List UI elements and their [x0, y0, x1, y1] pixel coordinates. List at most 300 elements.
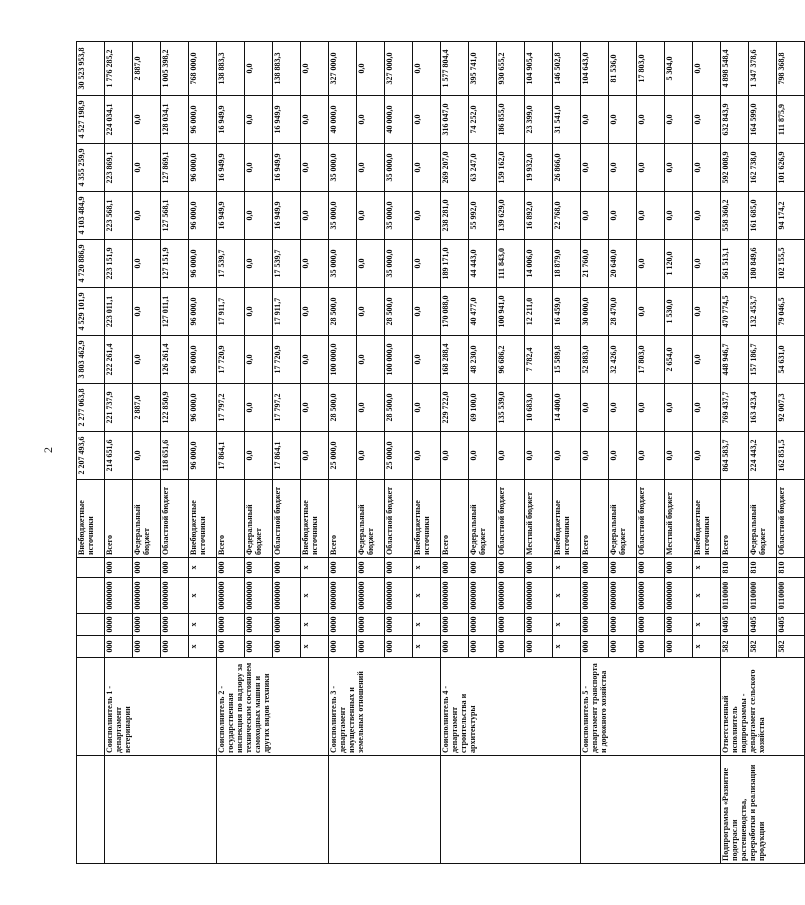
page-number: 2	[41, 447, 55, 453]
value-cell: 31 541,0	[553, 96, 581, 144]
value-cell: 48 230,0	[469, 336, 497, 384]
expense-type-cell	[77, 558, 105, 578]
value-cell: 3 803 462,9	[77, 336, 105, 384]
value-cell: 0,0	[553, 432, 581, 480]
value-cell: 17 803,0	[637, 336, 665, 384]
value-cell: 17 539,7	[273, 240, 301, 288]
value-cell: 0,0	[357, 336, 385, 384]
value-cell: 0,0	[665, 384, 693, 432]
target-code-cell: 0110000	[777, 578, 805, 614]
target-code-cell: 0000000	[441, 578, 469, 614]
grbs-code-cell: x	[189, 636, 217, 658]
value-cell: 161 685,0	[749, 192, 777, 240]
section-code-cell: 0000	[525, 614, 553, 636]
value-cell: 0,0	[133, 336, 161, 384]
value-cell: 0,0	[413, 336, 441, 384]
target-code-cell: 0110000	[749, 578, 777, 614]
target-code-cell: x	[301, 578, 329, 614]
value-cell: 30 000,0	[581, 288, 609, 336]
funding-source-cell: Местный бюджет	[525, 480, 553, 558]
value-cell: 0,0	[581, 384, 609, 432]
value-cell: 0,0	[609, 144, 637, 192]
value-cell: 180 849,6	[749, 240, 777, 288]
value-cell: 189 171,0	[441, 240, 469, 288]
value-cell: 223 869,1	[105, 144, 133, 192]
value-cell: 18 879,0	[553, 240, 581, 288]
value-cell: 222 261,4	[105, 336, 133, 384]
budget-table	[76, 41, 805, 864]
value-cell: 798 368,8	[777, 42, 805, 96]
value-cell: 25 000,0	[329, 432, 357, 480]
value-cell: 16 459,0	[553, 288, 581, 336]
expense-type-cell: x	[413, 558, 441, 578]
target-code-cell: 0000000	[357, 578, 385, 614]
grbs-code-cell: 000	[273, 636, 301, 658]
value-cell: 0,0	[301, 336, 329, 384]
target-code-cell: x	[413, 578, 441, 614]
value-cell: 0,0	[609, 96, 637, 144]
section-code-cell: 0405	[749, 614, 777, 636]
program-name-cell	[441, 756, 581, 864]
grbs-code-cell: x	[553, 636, 581, 658]
executor-cell: Ответственный исполнитель подпрограммы - департамент сельского хозяйства	[721, 658, 805, 756]
value-cell: 44 443,0	[469, 240, 497, 288]
target-code-cell: x	[553, 578, 581, 614]
target-code-cell: x	[693, 578, 721, 614]
grbs-code-cell: 582	[777, 636, 805, 658]
value-cell: 10 683,0	[525, 384, 553, 432]
value-cell: 94 174,2	[777, 192, 805, 240]
value-cell: 96 000,0	[189, 432, 217, 480]
value-cell: 15 589,8	[553, 336, 581, 384]
value-cell: 0,0	[693, 336, 721, 384]
funding-source-cell: Внебюджетные источники	[693, 480, 721, 558]
funding-source-cell: Областной бюджет	[777, 480, 805, 558]
value-cell: 4 898 548,4	[721, 42, 749, 96]
value-cell: 79 046,5	[777, 288, 805, 336]
program-name-cell	[581, 756, 721, 864]
value-cell: 63 247,0	[469, 144, 497, 192]
value-cell: 17 803,0	[637, 42, 665, 96]
section-code-cell: x	[189, 614, 217, 636]
value-cell: 0,0	[693, 144, 721, 192]
value-cell: 1 776 285,2	[105, 42, 133, 96]
grbs-code-cell: x	[413, 636, 441, 658]
value-cell: 0,0	[693, 240, 721, 288]
grbs-code-cell: 000	[525, 636, 553, 658]
funding-source-cell: Всего	[581, 480, 609, 558]
value-cell: 52 883,0	[581, 336, 609, 384]
target-code-cell: 0000000	[105, 578, 133, 614]
table-row	[581, 42, 609, 864]
value-cell: 0,0	[525, 432, 553, 480]
table-body	[77, 42, 805, 864]
value-cell: 0,0	[301, 192, 329, 240]
expense-type-cell: 000	[525, 558, 553, 578]
value-cell: 128 034,1	[161, 96, 189, 144]
value-cell: 0,0	[609, 432, 637, 480]
value-cell: 0,0	[357, 384, 385, 432]
funding-source-cell: Всего	[441, 480, 469, 558]
section-code-cell: 0000	[665, 614, 693, 636]
value-cell: 100 000,0	[385, 336, 413, 384]
value-cell: 25 000,0	[385, 432, 413, 480]
value-cell: 35 000,0	[329, 144, 357, 192]
value-cell: 17 797,2	[273, 384, 301, 432]
value-cell: 186 855,0	[497, 96, 525, 144]
value-cell: 1 530,0	[665, 288, 693, 336]
expense-type-cell: 000	[385, 558, 413, 578]
value-cell: 118 651,6	[161, 432, 189, 480]
value-cell: 0,0	[581, 96, 609, 144]
value-cell: 102 155,5	[777, 240, 805, 288]
value-cell: 170 088,0	[441, 288, 469, 336]
grbs-code-cell: 000	[385, 636, 413, 658]
target-code-cell: 0110000	[721, 578, 749, 614]
funding-source-cell: Всего	[105, 480, 133, 558]
funding-source-cell: Областной бюджет	[161, 480, 189, 558]
value-cell: 127 869,1	[161, 144, 189, 192]
value-cell: 0,0	[357, 432, 385, 480]
value-cell: 316 047,0	[441, 96, 469, 144]
value-cell: 0,0	[581, 144, 609, 192]
value-cell: 138 883,3	[217, 42, 245, 96]
value-cell: 0,0	[609, 384, 637, 432]
funding-source-cell: Областной бюджет	[273, 480, 301, 558]
value-cell: 17 720,9	[217, 336, 245, 384]
value-cell: 28 470,0	[609, 288, 637, 336]
value-cell: 0,0	[357, 144, 385, 192]
section-code-cell: 0000	[441, 614, 469, 636]
value-cell: 127 011,1	[161, 288, 189, 336]
grbs-code-cell: 000	[329, 636, 357, 658]
value-cell: 0,0	[693, 288, 721, 336]
section-code-cell: 0000	[217, 614, 245, 636]
value-cell: 0,0	[637, 144, 665, 192]
value-cell: 0,0	[245, 288, 273, 336]
value-cell: 157 186,7	[749, 336, 777, 384]
value-cell: 96 000,0	[189, 288, 217, 336]
value-cell: 28 500,0	[329, 384, 357, 432]
value-cell: 0,0	[245, 240, 273, 288]
section-code-cell: 0000	[609, 614, 637, 636]
value-cell: 96 000,0	[189, 384, 217, 432]
table-row	[329, 42, 357, 864]
value-cell: 561 513,1	[721, 240, 749, 288]
value-cell: 223 568,1	[105, 192, 133, 240]
value-cell: 327 000,0	[385, 42, 413, 96]
value-cell: 0,0	[245, 432, 273, 480]
grbs-code-cell: x	[301, 636, 329, 658]
expense-type-cell: 000	[245, 558, 273, 578]
value-cell: 4 355 259,9	[77, 144, 105, 192]
value-cell: 159 162,0	[497, 144, 525, 192]
funding-source-cell: Внебюджетные источники	[189, 480, 217, 558]
funding-source-cell: Внебюджетные источники	[301, 480, 329, 558]
value-cell: 81 536,0	[609, 42, 637, 96]
expense-type-cell: 000	[329, 558, 357, 578]
value-cell: 55 992,0	[469, 192, 497, 240]
program-name-cell	[105, 756, 217, 864]
value-cell: 16 949,9	[273, 96, 301, 144]
value-cell: 0,0	[357, 192, 385, 240]
value-cell: 0,0	[245, 384, 273, 432]
value-cell: 0,0	[133, 192, 161, 240]
value-cell: 16 949,9	[273, 144, 301, 192]
funding-source-cell: Местный бюджет	[665, 480, 693, 558]
value-cell: 0,0	[441, 432, 469, 480]
value-cell: 632 843,9	[721, 96, 749, 144]
value-cell: 0,0	[665, 432, 693, 480]
value-cell: 2 277 063,8	[77, 384, 105, 432]
grbs-code-cell: 000	[665, 636, 693, 658]
funding-source-cell: Федеральный бюджет	[469, 480, 497, 558]
value-cell: 0,0	[609, 192, 637, 240]
value-cell: 17 539,7	[217, 240, 245, 288]
value-cell: 0,0	[301, 432, 329, 480]
target-code-cell: 0000000	[385, 578, 413, 614]
value-cell: 0,0	[301, 384, 329, 432]
value-cell: 17 911,7	[273, 288, 301, 336]
expense-type-cell: 000	[469, 558, 497, 578]
funding-source-cell: Федеральный бюджет	[245, 480, 273, 558]
funding-source-cell: Всего	[721, 480, 749, 558]
value-cell: 96 000,0	[189, 144, 217, 192]
value-cell: 28 500,0	[385, 384, 413, 432]
funding-source-cell: Федеральный бюджет	[749, 480, 777, 558]
value-cell: 558 360,2	[721, 192, 749, 240]
value-cell: 0,0	[637, 192, 665, 240]
value-cell: 164 599,0	[749, 96, 777, 144]
value-cell: 111 875,9	[777, 96, 805, 144]
value-cell: 0,0	[581, 432, 609, 480]
target-code-cell: 0000000	[497, 578, 525, 614]
value-cell: 0,0	[301, 42, 329, 96]
program-name-cell: Подпрограмма «Развитие подотрасли растениеводства, переработки и реализации продукции	[721, 756, 805, 864]
value-cell: 17 720,9	[273, 336, 301, 384]
section-code-cell: 0000	[385, 614, 413, 636]
value-cell: 0,0	[637, 288, 665, 336]
value-cell: 20 640,0	[609, 240, 637, 288]
executor-cell: Соисполнитель 2 - государственная инспекция по надзору за техническим состоянием самоходных машин и других видов техники	[217, 658, 329, 756]
grbs-code-cell	[77, 636, 105, 658]
value-cell: 0,0	[665, 144, 693, 192]
value-cell: 16 892,0	[525, 192, 553, 240]
value-cell: 138 883,3	[273, 42, 301, 96]
value-cell: 0,0	[637, 240, 665, 288]
value-cell: 40 000,0	[329, 96, 357, 144]
section-code-cell: x	[413, 614, 441, 636]
value-cell: 0,0	[357, 96, 385, 144]
expense-type-cell: 000	[441, 558, 469, 578]
value-cell: 19 932,0	[525, 144, 553, 192]
value-cell: 100 941,0	[497, 288, 525, 336]
value-cell: 395 741,0	[469, 42, 497, 96]
value-cell: 14 006,0	[525, 240, 553, 288]
value-cell: 104 905,4	[525, 42, 553, 96]
value-cell: 0,0	[133, 144, 161, 192]
value-cell: 0,0	[693, 384, 721, 432]
value-cell: 0,0	[693, 432, 721, 480]
section-code-cell: 0405	[777, 614, 805, 636]
value-cell: 135 539,0	[497, 384, 525, 432]
funding-source-cell: Федеральный бюджет	[357, 480, 385, 558]
value-cell: 0,0	[245, 96, 273, 144]
value-cell: 28 500,0	[329, 288, 357, 336]
section-code-cell: 0405	[721, 614, 749, 636]
funding-source-cell: Внебюджетные источники	[413, 480, 441, 558]
value-cell: 4 720 886,9	[77, 240, 105, 288]
executor-cell: Соисполнитель 1 - департамент ветеринарии	[105, 658, 217, 756]
expense-type-cell: x	[301, 558, 329, 578]
value-cell: 35 000,0	[385, 240, 413, 288]
section-code-cell: 0000	[161, 614, 189, 636]
value-cell: 17 911,7	[217, 288, 245, 336]
section-code-cell: x	[693, 614, 721, 636]
value-cell: 221 737,9	[105, 384, 133, 432]
value-cell: 35 000,0	[385, 192, 413, 240]
value-cell: 0,0	[693, 192, 721, 240]
value-cell: 35 000,0	[385, 144, 413, 192]
value-cell: 592 008,9	[721, 144, 749, 192]
section-code-cell: 0000	[273, 614, 301, 636]
value-cell: 0,0	[693, 42, 721, 96]
grbs-code-cell: 000	[637, 636, 665, 658]
value-cell: 0,0	[665, 96, 693, 144]
expense-type-cell: 000	[609, 558, 637, 578]
expense-type-cell: 810	[777, 558, 805, 578]
value-cell: 12 211,0	[525, 288, 553, 336]
grbs-code-cell: 582	[749, 636, 777, 658]
section-code-cell: 0000	[133, 614, 161, 636]
grbs-code-cell: 000	[441, 636, 469, 658]
value-cell: 224 034,1	[105, 96, 133, 144]
value-cell: 0,0	[413, 96, 441, 144]
target-code-cell	[77, 578, 105, 614]
target-code-cell: 0000000	[161, 578, 189, 614]
value-cell: 269 207,0	[441, 144, 469, 192]
value-cell: 0,0	[413, 288, 441, 336]
value-cell: 327 000,0	[329, 42, 357, 96]
grbs-code-cell: 000	[161, 636, 189, 658]
value-cell: 4 529 101,9	[77, 288, 105, 336]
expense-type-cell: 000	[273, 558, 301, 578]
funding-source-cell: Областной бюджет	[385, 480, 413, 558]
program-name-cell	[77, 756, 105, 864]
section-code-cell	[77, 614, 105, 636]
executor-cell: Соисполнитель 3 - департамент имущественных и земельных отношений	[329, 658, 441, 756]
grbs-code-cell: x	[693, 636, 721, 658]
target-code-cell: 0000000	[581, 578, 609, 614]
value-cell: 127 568,1	[161, 192, 189, 240]
value-cell: 101 626,9	[777, 144, 805, 192]
value-cell: 30 523 953,8	[77, 42, 105, 96]
executor-cell: Соисполнитель 4 - департамент строительства и архитектуры	[441, 658, 581, 756]
value-cell: 769 437,7	[721, 384, 749, 432]
executor-cell: Соисполнитель 5 - департамент транспорта и дорожного хозяйства	[581, 658, 721, 756]
value-cell: 0,0	[413, 42, 441, 96]
grbs-code-cell: 000	[217, 636, 245, 658]
table-row	[77, 42, 105, 864]
value-cell: 127 151,9	[161, 240, 189, 288]
value-cell: 122 850,9	[161, 384, 189, 432]
funding-source-cell: Всего	[217, 480, 245, 558]
value-cell: 0,0	[357, 42, 385, 96]
value-cell: 0,0	[637, 96, 665, 144]
section-code-cell: 0000	[245, 614, 273, 636]
value-cell: 1 577 804,4	[441, 42, 469, 96]
target-code-cell: 0000000	[637, 578, 665, 614]
table-row	[105, 42, 133, 864]
value-cell: 132 453,7	[749, 288, 777, 336]
value-cell: 96 000,0	[189, 192, 217, 240]
section-code-cell: 0000	[329, 614, 357, 636]
section-code-cell: x	[301, 614, 329, 636]
value-cell: 470 774,5	[721, 288, 749, 336]
value-cell: 0,0	[245, 144, 273, 192]
funding-source-cell: Всего	[329, 480, 357, 558]
value-cell: 16 949,9	[217, 144, 245, 192]
value-cell: 40 000,0	[385, 96, 413, 144]
target-code-cell: 0000000	[329, 578, 357, 614]
expense-type-cell: 810	[749, 558, 777, 578]
section-code-cell: 0000	[469, 614, 497, 636]
value-cell: 111 843,0	[497, 240, 525, 288]
value-cell: 96 000,0	[189, 240, 217, 288]
value-cell: 0,0	[301, 240, 329, 288]
expense-type-cell: 000	[217, 558, 245, 578]
value-cell: 35 000,0	[329, 192, 357, 240]
value-cell: 14 400,0	[553, 384, 581, 432]
grbs-code-cell: 000	[497, 636, 525, 658]
grbs-code-cell: 582	[721, 636, 749, 658]
value-cell: 168 288,4	[441, 336, 469, 384]
value-cell: 54 631,0	[777, 336, 805, 384]
value-cell: 28 500,0	[385, 288, 413, 336]
funding-source-cell: Федеральный бюджет	[609, 480, 637, 558]
value-cell: 17 797,2	[217, 384, 245, 432]
value-cell: 146 502,8	[553, 42, 581, 96]
table-row	[721, 42, 749, 864]
value-cell: 96 686,2	[497, 336, 525, 384]
grbs-code-cell: 000	[133, 636, 161, 658]
target-code-cell: 0000000	[469, 578, 497, 614]
expense-type-cell: 000	[105, 558, 133, 578]
program-name-cell	[217, 756, 329, 864]
value-cell: 448 946,7	[721, 336, 749, 384]
expense-type-cell: x	[693, 558, 721, 578]
value-cell: 0,0	[413, 192, 441, 240]
target-code-cell: x	[189, 578, 217, 614]
value-cell: 17 864,1	[273, 432, 301, 480]
funding-source-cell: Федеральный бюджет	[133, 480, 161, 558]
value-cell: 0,0	[301, 144, 329, 192]
value-cell: 1 005 398,2	[161, 42, 189, 96]
value-cell: 0,0	[581, 192, 609, 240]
value-cell: 238 281,0	[441, 192, 469, 240]
value-cell: 2 207 493,6	[77, 432, 105, 480]
grbs-code-cell: 000	[245, 636, 273, 658]
expense-type-cell: 000	[665, 558, 693, 578]
value-cell: 4 103 484,9	[77, 192, 105, 240]
value-cell: 0,0	[637, 432, 665, 480]
value-cell: 92 007,3	[777, 384, 805, 432]
value-cell: 104 643,0	[581, 42, 609, 96]
value-cell: 1 120,0	[665, 240, 693, 288]
value-cell: 100 000,0	[329, 336, 357, 384]
value-cell: 0,0	[245, 336, 273, 384]
value-cell: 864 583,7	[721, 432, 749, 480]
